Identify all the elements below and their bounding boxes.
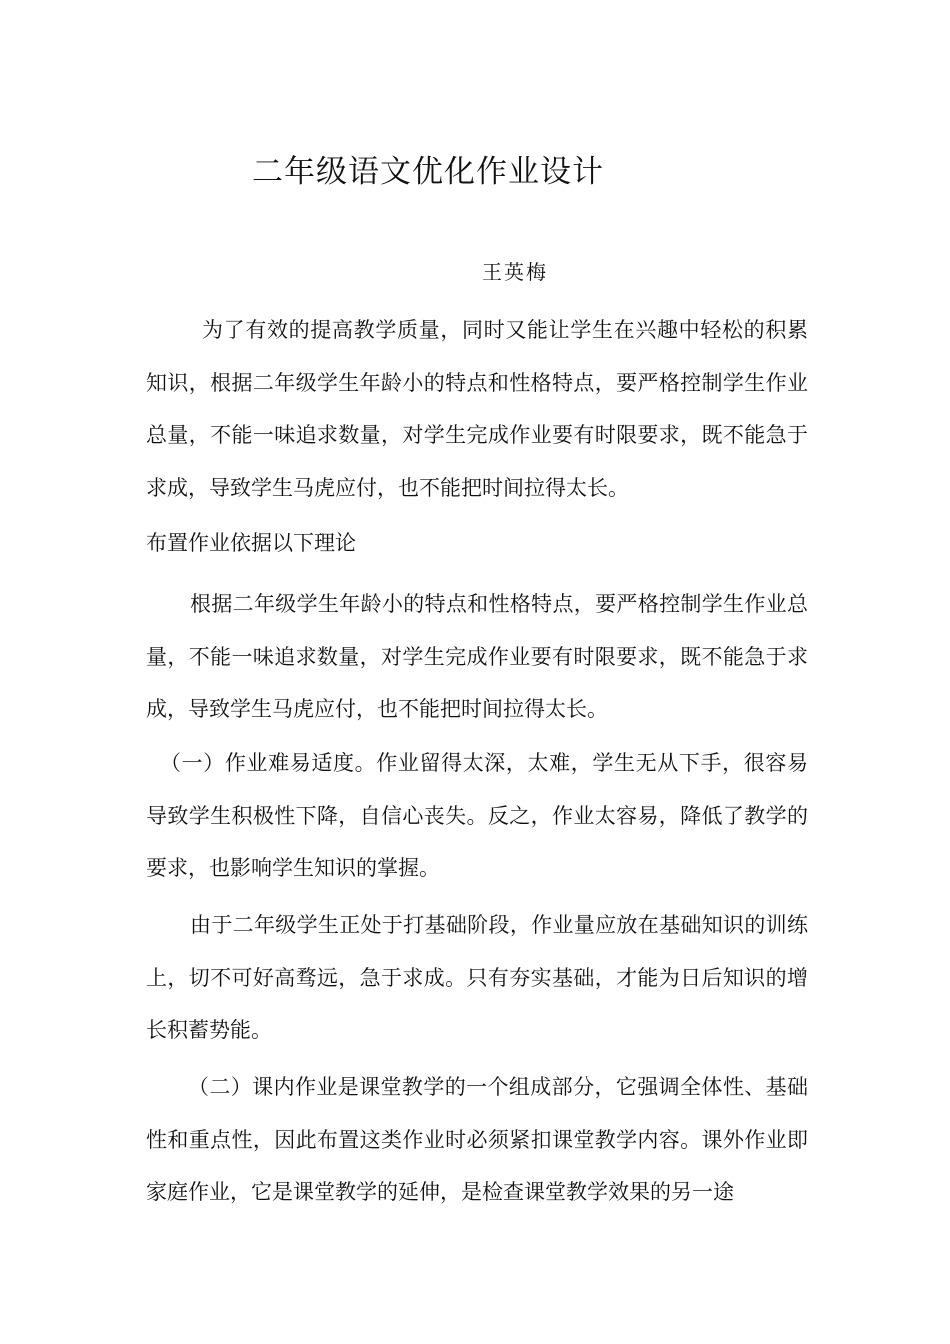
paragraph-classwork-homework: （二）课内作业是课堂教学的一个组成部分，它强调全体性、基础性和重点性，因此布置这类作业时必须紧扣课堂教学内容。课外作业即家庭作业，它是课堂教学的延伸，是检查课堂教学效果的另一途 <box>146 1075 808 1204</box>
section-heading-theory: 布置作业依据以下理论 <box>146 531 356 555</box>
paragraph-workload: 根据二年级学生年龄小的特点和性格特点，要严格控制学生作业总量，不能一味追求数量，对学生完成作业要有时限要求，既不能急于求成，导致学生马虎应付，也不能把时间拉得太长。 <box>146 592 808 721</box>
paragraph-intro: 为了有效的提高教学质量，同时又能让学生在兴趣中轻松的积累知识，根据二年级学生年龄小的特点和性格特点，要严格控制学生作业总量，不能一味追求数量，对学生完成作业要有时限要求，既不能急于求成，导致学生马虎应付，也不能把时间拉得太长。 <box>146 318 808 500</box>
document-title: 二年级语文优化作业设计 <box>252 154 604 190</box>
paragraph-foundation: 由于二年级学生正处于打基础阶段，作业量应放在基础知识的训练上，切不可好高骛远，急于求成。只有夯实基础，才能为日后知识的增长积蓄势能。 <box>146 913 808 1042</box>
paragraph-difficulty: （一）作业难易适度。作业留得太深，太难，学生无从下手，很容易导致学生积极性下降，自信心丧失。反之，作业太容易，降低了教学的要求，也影响学生知识的掌握。 <box>146 751 808 880</box>
author-name: 王英梅 <box>482 260 548 284</box>
